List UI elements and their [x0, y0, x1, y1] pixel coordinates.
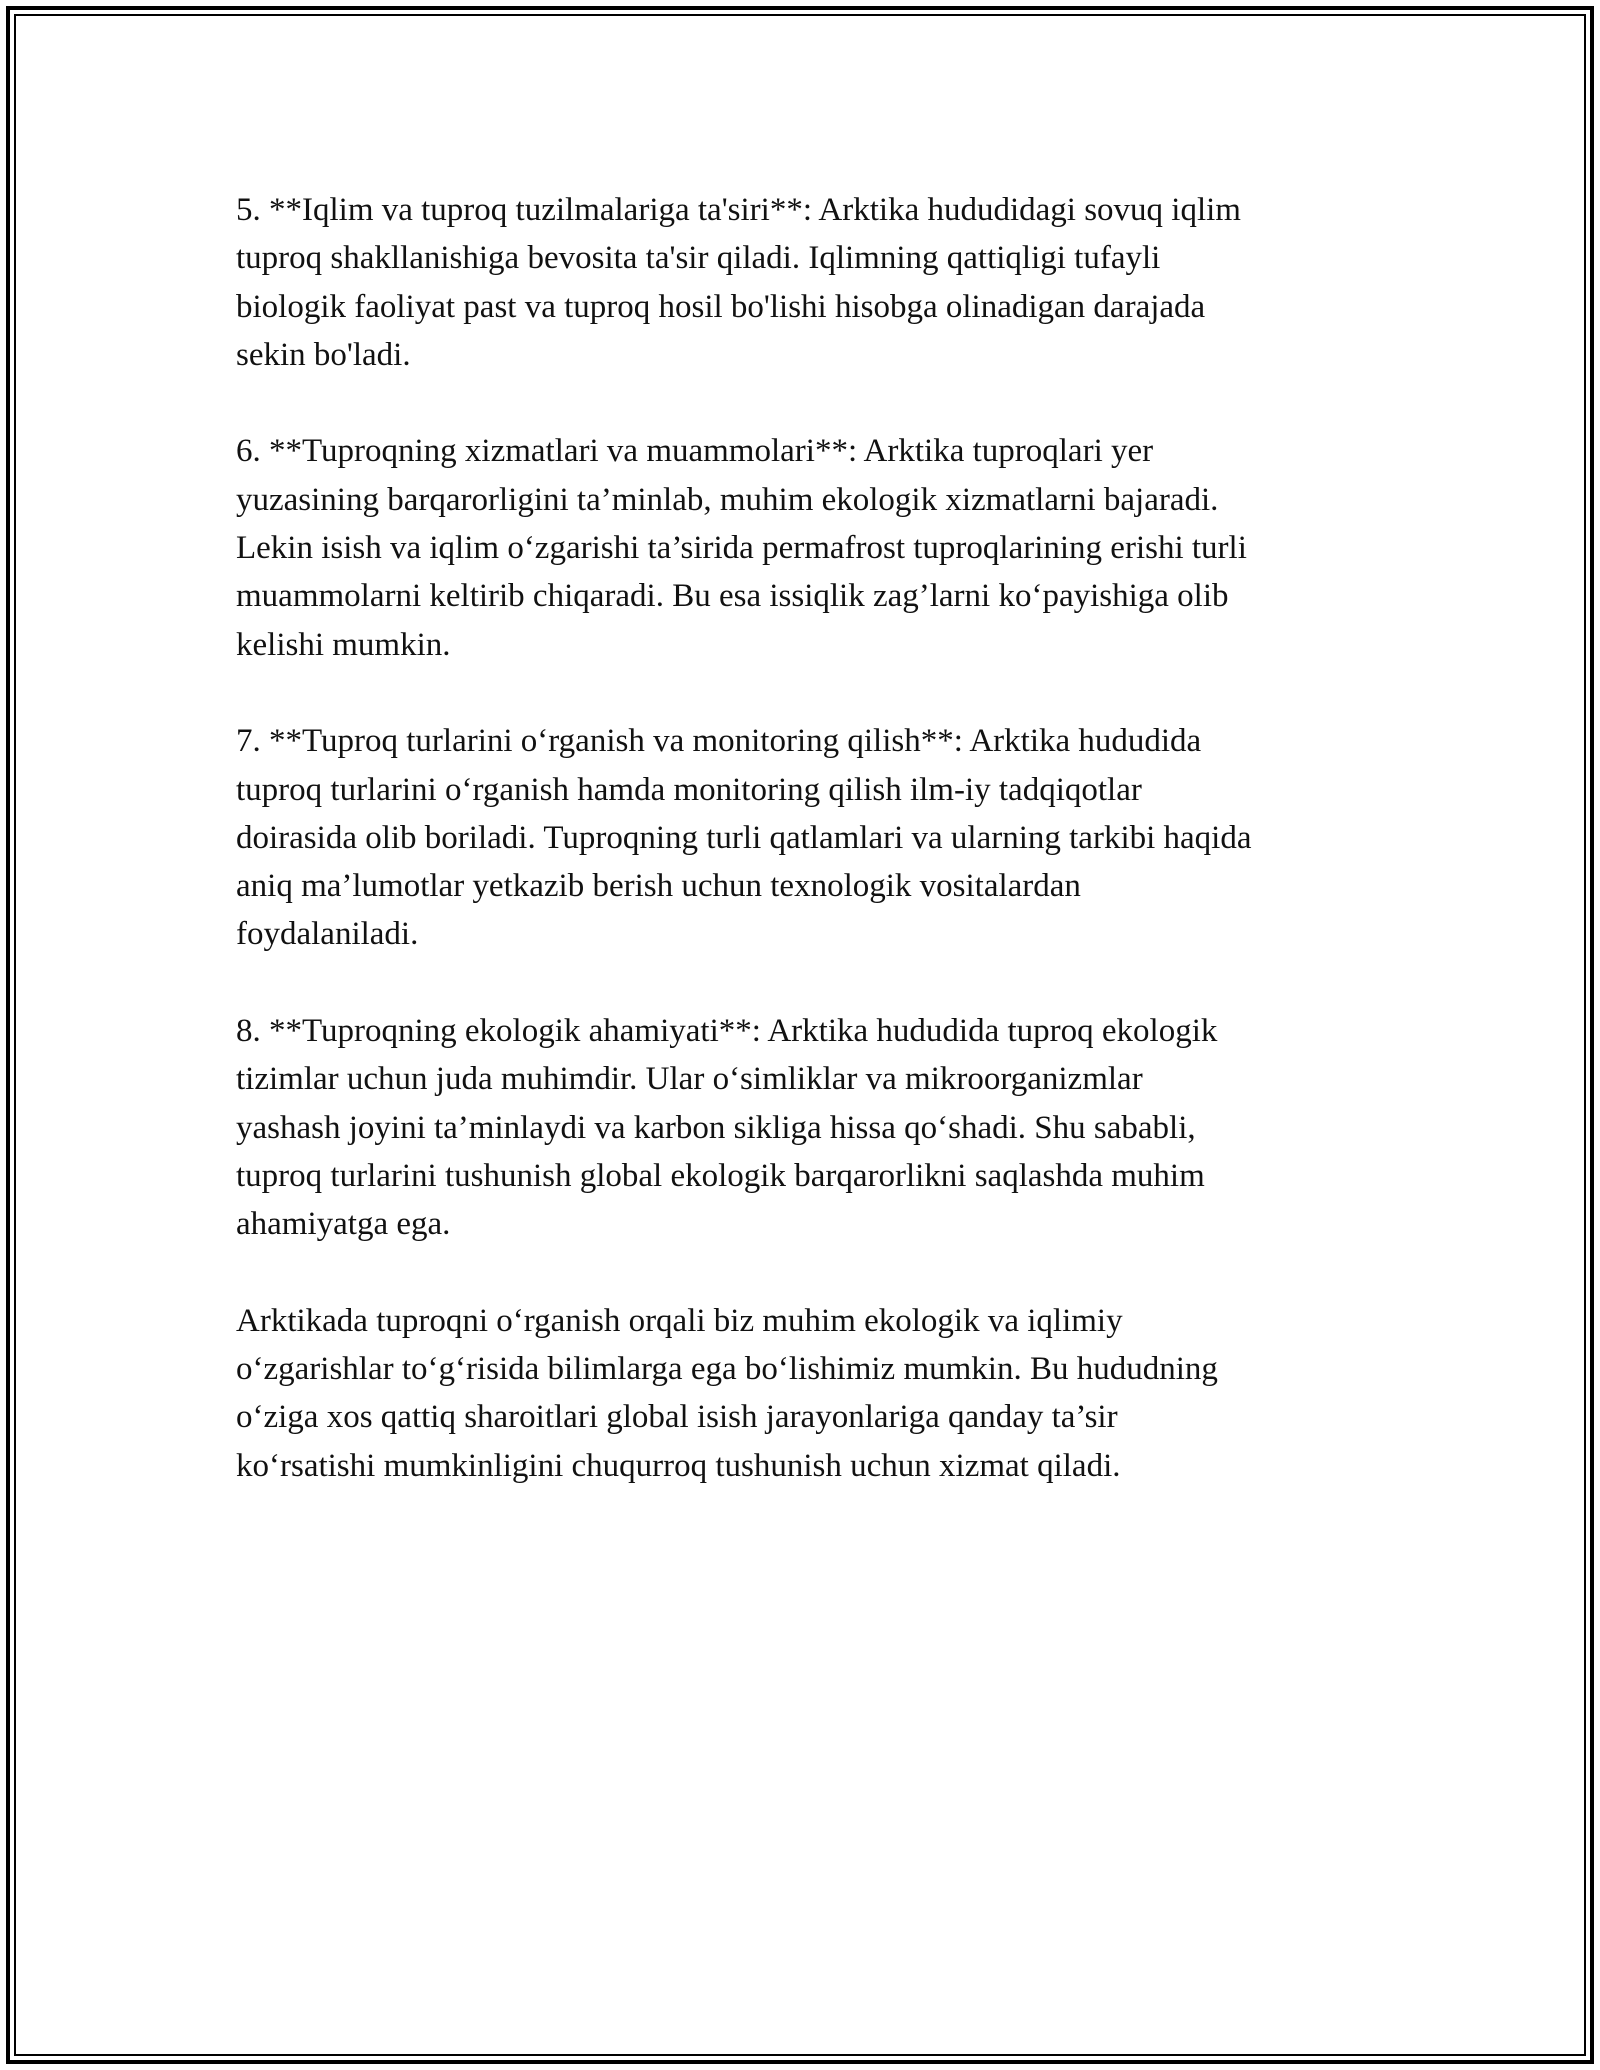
text-line: 6. **Tuproqning xizmatlari va muammolari**: Arktika tuproqlari yer — [236, 433, 1154, 470]
text-line: Lekin isish va iqlim o‘zgarishi ta’sirida permafrost tuproqlarining erishi turli — [236, 530, 1247, 567]
text-line: foydalaniladi. — [236, 916, 419, 953]
paragraph-6-services-problems — [236, 427, 1386, 668]
paragraph-8-ecological-importance — [236, 1007, 1386, 1248]
text-line: 7. **Tuproq turlarini o‘rganish va monitoring qilish**: Arktika hududida — [236, 723, 1202, 760]
text-line: 8. **Tuproqning ekologik ahamiyati**: Arktika hududida tuproq ekologik — [236, 1013, 1218, 1050]
paragraph-5-climate-influence — [236, 186, 1386, 379]
text-line: tuproq turlarini o‘rganish hamda monitoring qilish ilm-iy tadqiqotlar — [236, 771, 1142, 808]
text-line: tuproq shakllanishiga bevosita ta'sir qiladi. Iqlimning qattiqligi tufayli — [236, 240, 1161, 277]
text-line: tuproq turlarini tushunish global ekologik barqarorlikni saqlashda muhim — [236, 1157, 1205, 1194]
text-line: aniq ma’lumotlar yetkazib berish uchun texnologik vositalardan — [236, 868, 1081, 905]
text-line: yuzasining barqarorligini ta’minlab, muhim ekologik xizmatlarni bajaradi. — [236, 481, 1219, 518]
text-line: 5. **Iqlim va tuproq tuzilmalariga ta'siri**: Arktika hududidagi sovuq iqlim — [236, 192, 1241, 228]
text-line: o‘zgarishlar to‘g‘risida bilimlarga ega bo‘lishimiz mumkin. Bu hududning — [236, 1351, 1218, 1388]
text-line: kelishi mumkin. — [236, 626, 451, 663]
text-line: biologik faoliyat past va tuproq hosil bo'lishi hisobga olinadigan darajada — [236, 288, 1206, 325]
text-line: tizimlar uchun juda muhimdir. Ular o‘simliklar va mikroorganizmlar — [236, 1061, 1143, 1098]
text-line: doirasida olib boriladi. Tuproqning turli qatlamlari va ularning tarkibi haqida — [236, 819, 1252, 856]
document-body — [236, 186, 1386, 1538]
text-line: o‘ziga xos qattiq sharoitlari global isish jarayonlariga qanday ta’sir — [236, 1399, 1118, 1436]
paragraph-7-monitoring — [236, 717, 1386, 958]
text-line: yashash joyini ta’minlaydi va karbon sikliga hissa qo‘shadi. Shu sababli, — [236, 1109, 1196, 1146]
paragraph-conclusion — [236, 1297, 1386, 1490]
text-line: ko‘rsatishi mumkinligini chuqurroq tushunish uchun xizmat qiladi. — [236, 1447, 1121, 1484]
text-line: ahamiyatga ega. — [236, 1206, 451, 1243]
text-line: Arktikada tuproqni o‘rganish orqali biz muhim ekologik va iqlimiy — [236, 1302, 1123, 1339]
text-line: muammolarni keltirib chiqaradi. Bu esa issiqlik zag’larni ko‘payishiga olib — [236, 578, 1229, 615]
text-line: sekin bo'ladi. — [236, 336, 411, 373]
